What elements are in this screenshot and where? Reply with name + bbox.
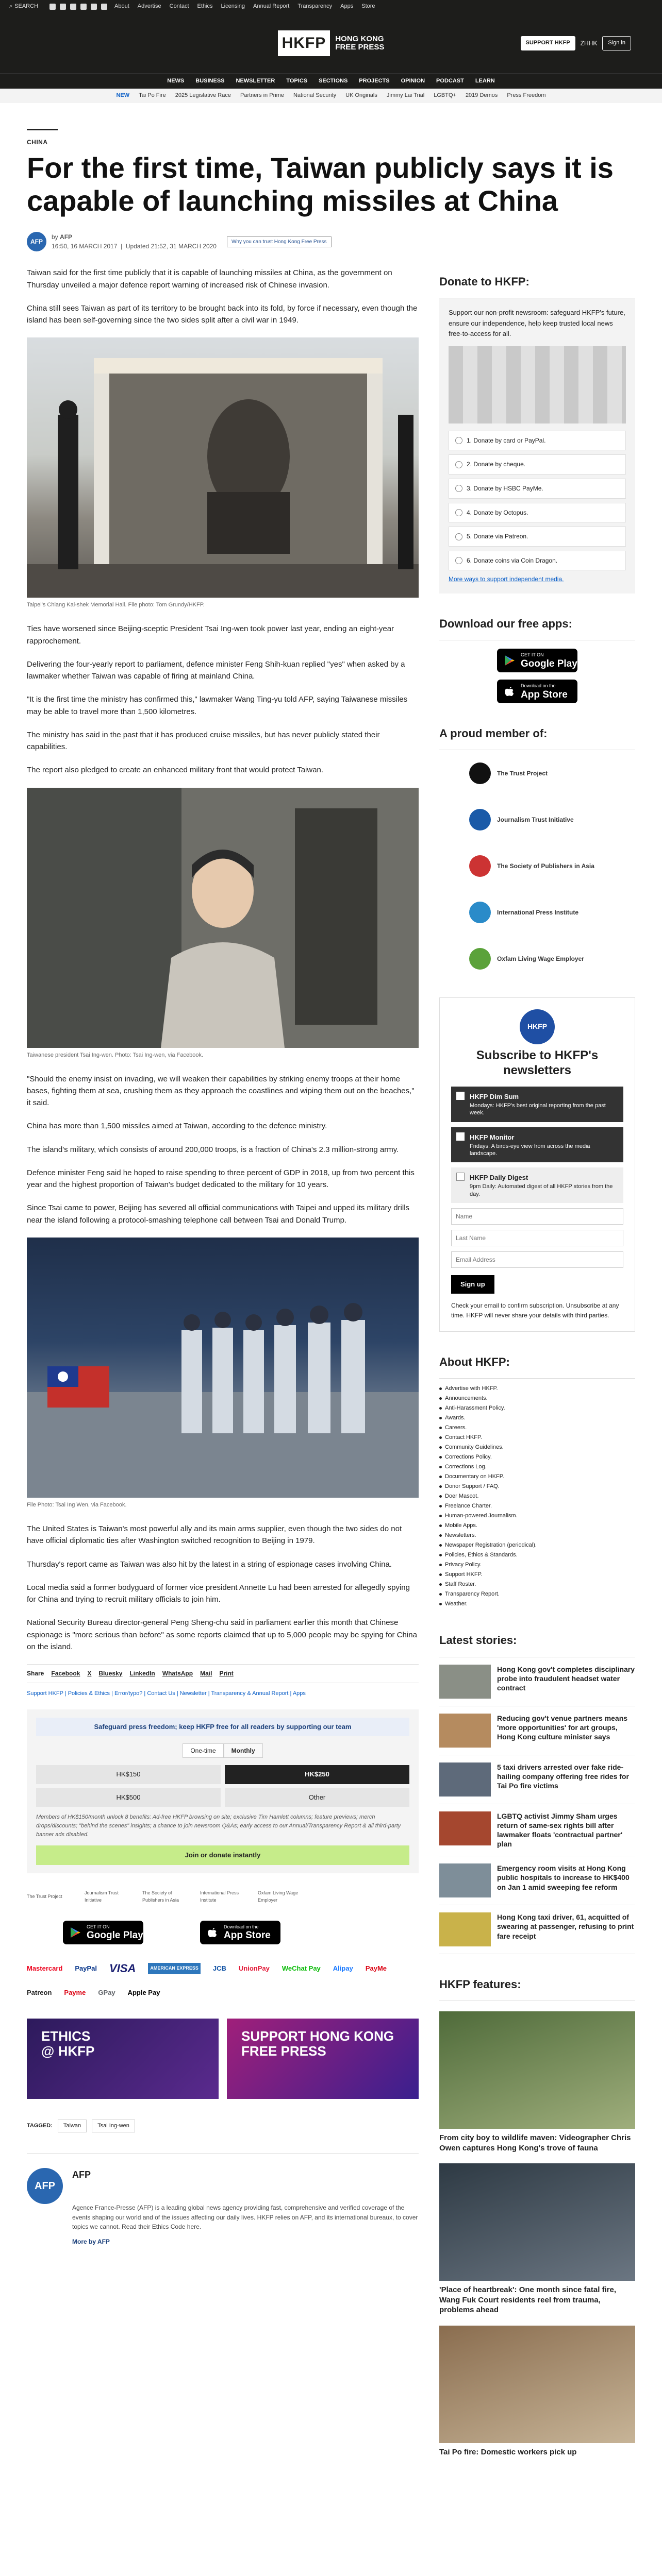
amount-option[interactable]: HK$150 [36,1765,221,1784]
donate-header: Safeguard press freedom; keep HKFP free for all readers by supporting our team [36,1718,409,1736]
app-store-row [27,1921,419,1944]
newsletter-option[interactable]: HKFP Daily Digest 9pm Daily: Automated digest of all HKFP stories from the day. [451,1167,623,1203]
article-paragraph: The report also pledged to create an enhanced military front that would protect Taiwan. [27,766,324,775]
checkbox[interactable] [456,1173,465,1181]
gpay-logo: GPay [98,1989,115,1997]
top-link[interactable]: Licensing [221,3,245,10]
newsroom-photo [449,346,626,423]
story-item[interactable]: Reducing gov't venue partners means 'more opportunities' for art groups, Hong Kong culture minister says [439,1706,635,1755]
nav-item[interactable]: NEWS [167,77,185,84]
card-icon [455,437,462,444]
mastercard-logo: Mastercard [27,1964,63,1972]
author-avatar[interactable]: AFP [27,232,46,251]
newsletter-title: Subscribe to HKFP's newsletters [476,1048,599,1078]
logo-name: HONG KONG FREE PRESS [335,34,385,52]
nav-item[interactable]: BUSINESS [195,77,225,84]
nav-item[interactable]: NEWSLETTER [236,77,275,84]
donate-option[interactable]: 4. Donate by Octopus. [449,503,626,523]
ipi-logo[interactable]: International Press Institute [200,1890,239,1903]
feature-item[interactable]: From city boy to wildlife maven: Videographer Chris Owen captures Hong Kong's trove of fauna [439,2011,635,2153]
about-link[interactable]: Transparency Report. [439,1589,635,1599]
oxfam-icon [469,948,491,970]
more-by-author-link[interactable]: More by AFP [72,2238,110,2245]
top-link[interactable]: Store [361,3,375,10]
member-item[interactable]: The Society of Publishers in Asia [439,843,635,889]
about-link[interactable]: Anti-Harassment Policy. [439,1403,635,1413]
payment-methods [27,1960,419,1998]
nav-item[interactable]: LEARN [475,77,495,84]
jcb-logo: JCB [212,1964,226,1972]
search-icon: ⌕ [9,3,13,10]
share-linkedin[interactable]: LinkedIn [129,1670,155,1677]
top-link[interactable]: Advertise [137,3,161,10]
feature-image [439,2011,635,2129]
nav-item[interactable]: PROJECTS [359,77,390,84]
more-ways-link[interactable]: More ways to support independent media. [449,575,564,583]
story-thumbnail [439,1863,491,1897]
newsletter-note: Check your email to confirm subscription. Unsubscribe at any time. HKFP will never share your details with third parties. [451,1302,619,1319]
story-thumbnail [439,1762,491,1797]
article-paragraph: Delivering the four-yearly report to parliament, defence minister Feng Shih-kuan replied "yes" when asked by a lawmaker whether Taiwan was capable of firing at mainland China. [27,659,405,681]
features-title: HKFP features: [439,1970,635,2001]
hkfp-circle-logo: HKFP [520,1009,555,1044]
apps-sidebar [439,609,635,703]
article-paragraph: Ties have worsened since Beijing-sceptic President Tsai Ing-wen took power last year, ending an eight-year rapprochement. [27,624,394,646]
about-link[interactable]: Newspaper Registration (periodical). [439,1540,635,1550]
google-play-icon [69,1926,81,1939]
share-mail[interactable]: Mail [200,1670,212,1677]
support-promo[interactable]: SUPPORT HONG KONG FREE PRESS [227,2019,419,2099]
page-container [27,129,635,2472]
google-play-button[interactable]: GET IT ON Google Play [497,649,577,672]
members-sidebar [439,719,635,982]
about-link[interactable]: Donor Support / FAQ. [439,1482,635,1492]
donate-option[interactable]: 2. Donate by cheque. [449,454,626,474]
new-label: NEW [116,92,130,99]
trust-project-icon [469,762,491,784]
story-thumbnail [439,1714,491,1748]
top-link[interactable]: About [114,3,129,10]
wechat-pay-logo: WeChat Pay [282,1964,321,1972]
about-link[interactable]: Announcements. [439,1394,635,1403]
apple-icon [206,1926,219,1939]
donate-sidebar [439,267,635,594]
app-store-button[interactable]: Download on the App Store [497,680,577,703]
member-item[interactable]: Journalism Trust Initiative [439,796,635,843]
support-button[interactable]: SUPPORT HKFP [521,36,575,50]
hot-topic[interactable]: UK Originals [345,92,377,99]
top-link[interactable]: Apps [340,3,354,10]
instagram-icon[interactable] [70,4,76,10]
hot-topic[interactable]: Jimmy Lai Trial [386,92,425,99]
article-title: For the first time, Taiwan publicly says it is capable of launching missiles at China [27,151,614,217]
patreon-logo: Patreon [27,1989,52,1997]
oxfam-logo[interactable]: Oxfam Living Wage Employer [258,1890,299,1903]
amount-option-other[interactable]: Other [225,1788,409,1807]
article-paragraph: The United States is Taiwan's most powerful ally and its main arms supplier, even though the two sides do not have official diplomatic ties after Washington switched recognition to Beijing in 1979. [27,1524,402,1546]
about-link[interactable]: Human-powered Journalism. [439,1511,635,1521]
feature-item[interactable]: Tai Po fire: Domestic workers pick up [439,2326,635,2458]
about-link[interactable]: Doer Mascot. [439,1492,635,1501]
about-link[interactable]: Awards. [439,1413,635,1423]
social-icons [49,4,107,10]
mail-icon[interactable] [101,4,107,10]
app-store-button[interactable]: Download on the App Store [200,1921,280,1944]
checkbox[interactable] [456,1092,465,1100]
article-paragraph: China has more than 1,500 missiles aimed at Taiwan, according to the defence ministry. [27,1122,327,1131]
author-box-avatar[interactable]: AFP [27,2168,63,2204]
story-thumbnail [439,1811,491,1845]
members-logo-row [27,1889,419,1905]
top-link[interactable]: Contact [169,3,189,10]
unionpay-logo: UnionPay [238,1964,270,1972]
about-link[interactable]: Contact HKFP. [439,1433,635,1443]
hot-topic[interactable]: LGBTQ+ [434,92,456,99]
tag-chip[interactable]: Taiwan [58,2120,87,2132]
ipi-icon [469,902,491,923]
donate-option[interactable]: 3. Donate by HSBC PayMe. [449,479,626,499]
trust-project-logo[interactable]: The Trust Project [27,1893,62,1899]
share-facebook[interactable]: Facebook [51,1670,80,1677]
top-links [114,2,375,11]
article-paragraph: "Should the enemy insist on invading, we will weaken their capabilities by striking enemy troops at their home bases, fighting them at sea, crushing them as they approach the coastlines and wiping them out on the beaches," it said. [27,1074,415,1108]
name-field[interactable]: Name [451,1208,623,1225]
promo-banners [27,2019,419,2099]
updated-date: Updated 21:52, 31 MARCH 2020 [125,243,217,250]
tag-chip[interactable]: Tsai Ing-wen [92,2120,135,2132]
payme-icon [455,485,462,492]
tags-label: TAGGED: [27,2123,53,2129]
top-link[interactable]: Annual Report [253,3,290,10]
share-whatsapp[interactable]: WhatsApp [162,1670,193,1677]
jti-logo[interactable]: Journalism Trust Initiative [85,1890,119,1903]
checkbox[interactable] [456,1132,465,1141]
story-item[interactable]: Emergency room visits at Hong Kong public hospitals to increase to HK$400 on Jan 1 amid sweeping fee reform [439,1856,635,1905]
photo-caption: Taiwanese president Tsai Ing-wen. Photo: Tsai Ing-wen, via Facebook. [27,1052,204,1058]
brand-actions [521,36,632,50]
ethics-promo[interactable]: ETHICS @ HKFP [27,2019,219,2099]
article-paragraph: Defence minister Feng said he hoped to raise spending to three percent of GDP in 2018, up from two percent this year and the highest proportion of Taiwan's budget dedicated to the military for 10 years. [27,1168,415,1190]
about-list [439,1379,635,1609]
about-link[interactable]: Corrections Log. [439,1462,635,1472]
about-link[interactable]: Support HKFP. [439,1570,635,1580]
member-title: A proud member of: [439,719,635,750]
donate-option[interactable]: 5. Donate via Patreon. [449,527,626,547]
about-link[interactable]: Careers. [439,1423,635,1433]
about-sidebar [439,1347,635,1609]
feature-image [439,2326,635,2443]
share-bluesky[interactable]: Bluesky [98,1670,123,1677]
memorial-hall-photo[interactable] [27,337,419,598]
main-nav [0,73,662,89]
article-footer-links[interactable]: Support HKFP | Policies & Ethics | Error/typo? | Contact Us | Newsletter | Transparency & Annual Report | Apps [27,1690,306,1697]
trust-link[interactable]: Why you can trust Hong Kong Free Press [227,236,332,248]
share-label: Share [27,1670,44,1677]
content-columns [27,267,635,2472]
features-sidebar [439,1970,635,2457]
story-item[interactable]: 5 taxi drivers arrested over fake ride-hailing company offering free rides for Tai Po fire victims [439,1755,635,1804]
hot-topic[interactable]: Press Freedom [507,92,546,99]
donate-widget [27,1709,419,1873]
nav-item[interactable]: PODCAST [436,77,464,84]
story-item[interactable]: Hong Kong gov't completes disciplinary probe into fraudulent headset water contract [439,1657,635,1706]
google-play-icon [503,654,516,667]
about-link[interactable]: Staff Roster. [439,1580,635,1589]
newsletter-option[interactable]: HKFP Monitor Fridays: A birds-eye view from across the media landscape. [451,1127,623,1163]
article-paragraph: Taiwan said for the first time publicly that it is capable of launching missiles at China, as the government on Thursday unveiled a major defence report warning of increased risk of Chinese invasion. [27,268,392,290]
article-paragraph: Local media said a former bodyguard of former vice president Annette Lu had been arrested for allegedly spying for China and trying to recruit military officials to join him. [27,1583,410,1604]
tab-one-time[interactable]: One-time [183,1743,223,1758]
story-item[interactable]: Hong Kong taxi driver, 61, acquitted of swearing at passenger, refusing to print fare receipt [439,1905,635,1954]
coin-icon [455,557,462,564]
donate-option[interactable]: 6. Donate coins via Coin Dragon. [449,551,626,571]
visa-logo: VISA [109,1961,136,1975]
newsletter-signup [439,997,635,1332]
publish-date: 16:50, 16 MARCH 2017 [52,243,118,250]
patreon-icon [455,533,462,540]
article-paragraph: The island's military, which consists of around 200,000 troops, is a fraction of China's 2.3 million-strong army. [27,1145,399,1154]
threads-icon[interactable] [91,4,97,10]
tags-row [27,2120,419,2132]
story-thumbnail [439,1665,491,1699]
article-body [27,267,419,2472]
brand-bar [0,13,662,73]
author-bio: Agence France-Presse (AFP) is a leading global news agency providing fast, comprehensive and verified coverage of the events shaping our world and of the issues affecting our daily lives. HKFP relies on AFP, and its international bureaux, to cover topics we cannot. Read their Ethics Code here. [72,2204,418,2231]
email-field[interactable]: Email Address [451,1251,623,1268]
troops-photo[interactable] [27,1238,419,1498]
donate-intro: Support our non-profit newsroom: safeguard HKFP's future, ensure our independence, help keep trusted local news free-to-access for all. [449,309,625,337]
hot-topic[interactable]: 2019 Demos [465,92,498,99]
x-icon[interactable] [60,4,66,10]
about-link[interactable]: Community Guidelines. [439,1443,635,1452]
payme-logo-2: Payme [64,1989,86,1997]
join-button[interactable]: Join or donate instantly [36,1845,409,1865]
about-link[interactable]: Freelance Charter. [439,1501,635,1511]
top-link[interactable]: Ethics [197,3,213,10]
apple-icon [503,685,516,698]
amount-option[interactable]: HK$500 [36,1788,221,1807]
facebook-icon[interactable] [49,4,56,10]
author-box [27,2153,419,2246]
sidebar [439,267,635,2472]
paypal-logo: PayPal [75,1964,97,1972]
hot-topic[interactable]: 2025 Legislative Race [175,92,231,99]
payme-logo: PayMe [365,1964,387,1972]
amount-option-selected[interactable]: HK$250 [225,1765,409,1784]
article-paragraph: "It is the first time the ministry has confirmed this," lawmaker Wang Ting-yu told AFP, saying Taiwanese missiles may be able to travel more than 1,500 kilometres. [27,695,408,716]
article-paragraph: China still sees Taiwan as part of its territory to be brought back into its fold, by force if necessary, even though the island has been self-governing since the two sides split after a civil war in 1949. [27,303,418,325]
author-name[interactable]: AFP [60,233,73,241]
youtube-icon[interactable] [80,4,87,10]
latest-stories [439,1624,635,1954]
hot-topics-bar [0,89,662,103]
cheque-icon [455,461,462,468]
story-thumbnail [439,1912,491,1946]
hot-topic[interactable]: Partners in Prime [240,92,284,99]
article-paragraph: National Security Bureau director-general Peng Sheng-chu said in parliament earlier this month that Chinese espionage is "more serious than before" as some reports claimed that up to 5,000 people may be spying for China on the island. [27,1618,417,1651]
amex-logo: AMERICAN EXPRESS [148,1963,201,1974]
member-item[interactable]: Oxfam Living Wage Employer [439,936,635,982]
signin-button[interactable]: Sign in [602,36,631,50]
article-paragraph: Since Tsai came to power, Beijing has severed all official communications with Taipei and upped its military drills near the island following a protocol-smashing telephone call between Tsai and Donald Trump. [27,1204,410,1225]
jti-icon [469,809,491,831]
share-bar [27,1664,419,1683]
about-link[interactable]: Documentary on HKFP. [439,1472,635,1482]
hot-topic[interactable]: Tai Po Fire [139,92,166,99]
about-link[interactable]: Advertise with HKFP. [439,1384,635,1394]
nav-item[interactable]: SECTIONS [319,77,348,84]
about-link[interactable]: Privacy Policy. [439,1560,635,1570]
sopa-icon [469,855,491,877]
about-link[interactable]: Mobile Apps. [439,1521,635,1531]
member-item[interactable]: International Press Institute [439,889,635,936]
donate-title: Donate to HKFP: [439,267,635,298]
search-button[interactable]: ⌕ SEARCH [9,2,38,11]
tsai-portrait-photo[interactable] [27,788,419,1048]
last-name-field[interactable]: Last Name [451,1230,623,1246]
article-paragraph: The ministry has said in the past that it has produced cruise missiles, but has never publicly stated their capabilities. [27,730,380,752]
donate-option[interactable]: 1. Donate by card or PayPal. [449,431,626,451]
logo-mark: HKFP [278,30,330,57]
signup-button[interactable]: Sign up [451,1275,494,1294]
nav-item[interactable]: OPINION [401,77,425,84]
apple-pay-logo: Apple Pay [127,1989,160,1997]
donate-frequency-tabs [36,1743,409,1758]
feature-image [439,2163,635,2281]
photo-caption: File Photo: Tsai Ing Wen, via Facebook. [27,1501,127,1508]
latest-title: Latest stories: [439,1624,635,1657]
share-x[interactable]: X [87,1670,92,1677]
alipay-logo: Alipay [333,1964,353,1972]
top-link[interactable]: Transparency [297,3,333,10]
top-utility-bar [0,0,662,13]
hkfp-logo[interactable] [278,30,385,57]
octopus-icon [455,509,462,516]
member-perks: Members of HK$150/month unlock 8 benefits: Ad-free HKFP browsing on site; exclusive Tim Hamlett columns; feature previews; merch drops/discounts; "behind the scenes" insights; a chance to join newsroom Q&As; early access to our Annual/Transparency Report & all third-party banner ads disabled. [36,1814,401,1838]
about-link[interactable]: Corrections Policy. [439,1452,635,1462]
member-item[interactable]: The Trust Project [439,750,635,796]
title-rule [27,129,58,130]
byline: AFP by AFP 16:50, 16 MARCH 2017 | Updated 21:52, 31 MARCH 2020 Why you can trust Hong Kong Free Press [27,232,635,251]
article-paragraph: Thursday's report came as Taiwan was also hit by the latest in a string of espionage cases involving China. [27,1560,392,1569]
feature-item[interactable]: 'Place of heartbreak': One month since fatal fire, Wang Fuk Court residents reel from trauma, problems ahead [439,2163,635,2315]
share-print[interactable]: Print [219,1670,234,1677]
photo-caption: Taipei's Chiang Kai-shek Memorial Hall. File photo: Tom Grundy/HKFP. [27,602,205,608]
tab-monthly[interactable]: Monthly [224,1743,263,1758]
story-item[interactable]: LGBTQ activist Jimmy Sham urges return of same-sex rights bill after lawmaker floats 'contractual partner' plan [439,1804,635,1857]
about-title: About HKFP: [439,1347,635,1379]
hot-topic[interactable]: National Security [293,92,337,99]
language-toggle[interactable]: ZHHK [580,39,598,47]
donate-amounts [36,1765,409,1806]
nav-item[interactable]: TOPICS [286,77,308,84]
google-play-button[interactable]: GET IT ON Google Play [63,1921,143,1944]
author-box-name[interactable]: AFP [72,2170,91,2180]
about-link[interactable]: Policies, Ethics & Standards. [439,1550,635,1560]
category-kicker[interactable]: CHINA [27,139,48,146]
about-link[interactable]: Weather. [439,1599,635,1609]
sopa-logo[interactable]: The Society of Publishers in Asia [142,1890,179,1903]
apps-title: Download our free apps: [439,609,635,640]
newsletter-option[interactable]: HKFP Dim Sum Mondays: HKFP's best original reporting from the past week. [451,1087,623,1122]
about-link[interactable]: Newsletters. [439,1531,635,1540]
